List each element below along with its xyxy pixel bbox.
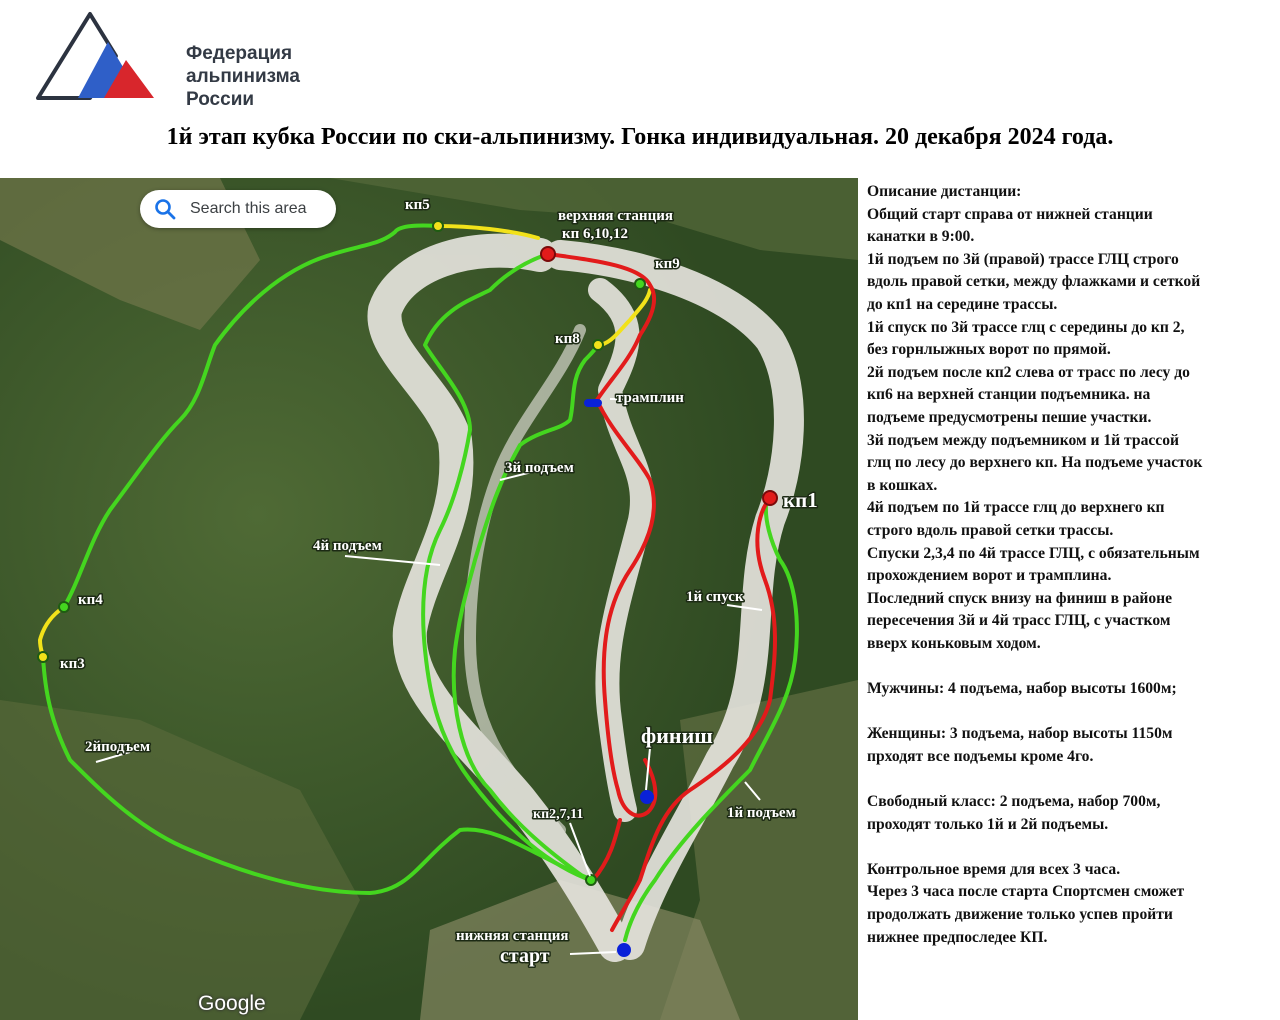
label-kp3: кп3 (60, 656, 85, 672)
description-line: Мужчины: 4 подъема, набор высоты 1600м; (867, 680, 1177, 698)
description-line (867, 655, 1277, 678)
description-line: до кп1 на середине трассы. (867, 295, 1058, 313)
logo-mountain-icon (20, 8, 160, 104)
description-line: в кошках. (867, 476, 938, 494)
description-line: пересечения 3й и 4й трасс ГЛЦ, с участком (867, 612, 1171, 630)
logo-text (186, 42, 300, 111)
label-kp4: кп4 (78, 592, 103, 608)
description-line: 1й подъем по 3й (правой) трассе ГЛЦ строго (867, 250, 1179, 268)
checkpoint-kp3-marker[interactable] (38, 652, 48, 662)
description-line: без горнлыжных ворот по прямой. (867, 341, 1111, 359)
search-area-label: Search this area (190, 200, 307, 217)
federation-logo (20, 8, 300, 110)
description-line: 3й подъем между подъемником и 1й трассой (867, 431, 1179, 449)
map-canvas[interactable] (0, 178, 858, 1020)
description-line: прохождением ворот и трамплина. (867, 567, 1112, 585)
description-line: Женщины: 3 подъема, набор высоты 1150м (867, 725, 1173, 743)
description-line: 1й спуск по 3й трассе глц с середины до кп 2, (867, 318, 1185, 336)
label-kp1: кп1 (783, 488, 818, 512)
google-logo: Google (198, 992, 266, 1015)
description-line: нижнее предпоследее КП. (867, 928, 1048, 946)
logo-line: Федерация (186, 43, 293, 64)
label-kp9: кп9 (655, 256, 680, 272)
label-upper-station: верхняя станция (558, 208, 673, 224)
description-line: канатки в 9:00. (867, 228, 975, 246)
description-line (867, 768, 1277, 791)
description-line: Описание дистанции: (867, 183, 1022, 200)
description-line: 4й подъем по 1й трассе глц до верхнего кп (867, 499, 1165, 517)
label-kp8: кп8 (555, 331, 580, 347)
page-title: 1й этап кубка России по ски-альпинизму. Гонка индивидуальная. 20 декабря 2024 года. (166, 124, 1114, 150)
label-finish: финиш (641, 723, 713, 748)
description-line: Общий старт справа от нижней станции (867, 205, 1153, 223)
label-tramplin: трамплин (616, 390, 684, 406)
description-line: Через 3 часа после старта Спортсмен сможет (867, 883, 1185, 901)
label-kp5: кп5 (405, 197, 430, 213)
description-line: проходят только 1й и 2й подъемы. (867, 815, 1109, 833)
description-line: вверх коньковым ходом. (867, 634, 1041, 652)
route-map[interactable] (0, 178, 858, 1020)
logo-line: альпинизма (186, 66, 300, 87)
search-icon (154, 198, 176, 220)
label-ascent1: 1й подъем (727, 805, 796, 821)
description-line: глц по лесу до верхнего кп. На подъеме участок (867, 454, 1203, 472)
checkpoint-kp6-marker[interactable] (541, 247, 555, 261)
search-area-button[interactable] (140, 190, 336, 228)
label-ascent4: 4й подъем (313, 538, 382, 554)
route-description (867, 181, 1277, 949)
start-marker[interactable] (617, 943, 631, 957)
logo-line: России (186, 89, 255, 110)
description-line (867, 701, 1277, 724)
tramplin-marker[interactable] (584, 399, 602, 407)
description-line: 2й подъем после кп2 слева от трасс по лесу до (867, 363, 1190, 381)
description-line: Спуски 2,3,4 по 4й трассе ГЛЦ, с обязательным (867, 544, 1200, 562)
description-line: кп6 на верхней станции подъемника. на (867, 386, 1151, 404)
finish-marker[interactable] (640, 790, 654, 804)
description-line: Свободный класс: 2 подъема, набор 700м, (867, 793, 1161, 811)
label-kp2: кп2,7,11 (533, 807, 584, 822)
label-kp6: кп 6,10,12 (562, 226, 629, 242)
checkpoint-kp2-marker[interactable] (586, 875, 596, 885)
checkpoint-kp4-marker[interactable] (59, 602, 69, 612)
description-line: подъеме предусмотрены пешие участки. (867, 408, 1152, 426)
description-line: прходят все подъемы кроме 4го. (867, 747, 1094, 765)
checkpoint-kp5-marker[interactable] (433, 221, 443, 231)
label-ascent3: 3й подъем (505, 460, 574, 476)
description-line: продолжать движение только успев пройти (867, 906, 1173, 923)
description-line: Контрольное время для всех 3 часа. (867, 860, 1121, 878)
description-line: строго вдоль правой сетки трассы. (867, 521, 1114, 539)
label-start: старт (500, 945, 550, 967)
description-line (867, 836, 1277, 859)
checkpoint-kp8-marker[interactable] (593, 340, 603, 350)
checkpoint-kp1-marker[interactable] (763, 491, 777, 505)
description-line: Последний спуск внизу на финиш в районе (867, 589, 1173, 607)
description-line: вдоль правой сетки, между флажками и сеткой (867, 273, 1201, 291)
label-descent1: 1й спуск (686, 589, 744, 605)
label-lower-station: нижняя станция (456, 928, 569, 944)
checkpoint-kp9-marker[interactable] (635, 279, 645, 289)
label-ascent2: 2йподъем (85, 739, 151, 755)
